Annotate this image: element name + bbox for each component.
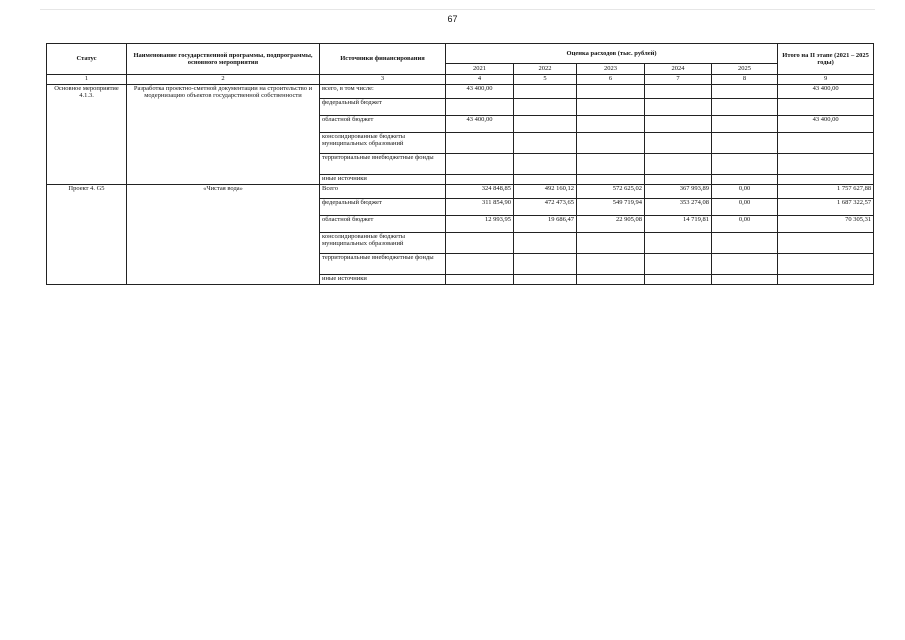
table-row — [47, 185, 874, 199]
value-cell: 353 274,08 — [645, 199, 712, 216]
value-cell: 367 993,89 — [645, 185, 712, 199]
value-cell — [645, 254, 712, 275]
value-cell — [712, 175, 778, 185]
value-cell — [577, 254, 645, 275]
value-cell — [514, 154, 577, 175]
page-number: 67 — [447, 14, 458, 24]
header-status: Статус — [47, 44, 127, 75]
column-number: 4 — [446, 75, 514, 85]
value-cell: 472 473,65 — [514, 199, 577, 216]
value-cell — [577, 154, 645, 175]
value-cell — [645, 99, 712, 116]
header-total: Итого на II этапе (2021 – 2025 годы) — [778, 44, 874, 75]
value-cell — [446, 175, 514, 185]
total-cell — [778, 254, 874, 275]
total-cell — [778, 154, 874, 175]
value-cell: 324 848,85 — [446, 185, 514, 199]
value-cell — [446, 275, 514, 285]
value-cell: 43 400,00 — [446, 85, 514, 99]
column-number: 6 — [577, 75, 645, 85]
value-cell — [645, 175, 712, 185]
value-cell — [514, 133, 577, 154]
value-cell: 549 719,94 — [577, 199, 645, 216]
value-cell — [577, 275, 645, 285]
total-cell: 1 687 322,57 — [778, 199, 874, 216]
value-cell: 22 905,08 — [577, 216, 645, 233]
value-cell — [514, 116, 577, 133]
total-cell — [778, 275, 874, 285]
column-number-row — [47, 75, 874, 85]
column-number: 1 — [47, 75, 127, 85]
header-sources: Источники финансирования — [320, 44, 446, 75]
source-cell: территориальные внебюджетные фонды — [320, 154, 446, 175]
value-cell — [645, 85, 712, 99]
value-cell — [446, 99, 514, 116]
status-cell: Основное мероприятие 4.1.3. — [47, 85, 127, 185]
column-number: 3 — [320, 75, 446, 85]
value-cell — [645, 133, 712, 154]
value-cell — [712, 154, 778, 175]
value-cell — [446, 254, 514, 275]
column-number: 7 — [645, 75, 712, 85]
value-cell — [712, 275, 778, 285]
source-cell: областной бюджет — [320, 216, 446, 233]
source-cell: федеральный бюджет — [320, 199, 446, 216]
value-cell — [712, 85, 778, 99]
value-cell — [712, 254, 778, 275]
value-cell — [446, 133, 514, 154]
header-name: Наименование государственной программы, подпрограммы, основного мероприятия — [127, 44, 320, 75]
table-row — [47, 85, 874, 99]
total-cell: 43 400,00 — [778, 116, 874, 133]
value-cell — [645, 116, 712, 133]
value-cell — [577, 175, 645, 185]
header-year: 2023 — [577, 64, 645, 75]
header-year: 2021 — [446, 64, 514, 75]
value-cell — [577, 133, 645, 154]
value-cell — [712, 133, 778, 154]
value-cell — [577, 233, 645, 254]
source-cell: всего, в том числе: — [320, 85, 446, 99]
value-cell — [446, 233, 514, 254]
value-cell — [712, 99, 778, 116]
total-cell — [778, 133, 874, 154]
value-cell — [645, 233, 712, 254]
column-number: 5 — [514, 75, 577, 85]
name-cell: «Чистая вода» — [127, 185, 320, 285]
value-cell — [645, 154, 712, 175]
source-cell: иные источники — [320, 175, 446, 185]
value-cell: 492 160,12 — [514, 185, 577, 199]
value-cell — [712, 116, 778, 133]
header-row — [47, 44, 874, 64]
total-cell — [778, 99, 874, 116]
value-cell: 0,00 — [712, 199, 778, 216]
value-cell — [514, 254, 577, 275]
header-estimate: Оценка расходов (тыс. рублей) — [446, 44, 778, 64]
total-cell: 43 400,00 — [778, 85, 874, 99]
source-cell: консолидированные бюджеты муниципальных образований — [320, 133, 446, 154]
source-cell: Всего — [320, 185, 446, 199]
value-cell — [577, 85, 645, 99]
value-cell: 572 625,02 — [577, 185, 645, 199]
value-cell: 43 400,00 — [446, 116, 514, 133]
top-rule — [40, 9, 875, 10]
source-cell: иные источники — [320, 275, 446, 285]
total-cell: 1 757 627,88 — [778, 185, 874, 199]
total-cell — [778, 233, 874, 254]
value-cell — [514, 85, 577, 99]
source-cell: территориальные внебюджетные фонды — [320, 254, 446, 275]
value-cell — [514, 175, 577, 185]
value-cell: 12 993,95 — [446, 216, 514, 233]
value-cell — [577, 99, 645, 116]
value-cell — [645, 275, 712, 285]
status-cell: Проект 4. G5 — [47, 185, 127, 285]
value-cell — [514, 233, 577, 254]
column-number: 2 — [127, 75, 320, 85]
source-cell: консолидированные бюджеты муниципальных образований — [320, 233, 446, 254]
value-cell: 14 719,81 — [645, 216, 712, 233]
value-cell: 311 854,90 — [446, 199, 514, 216]
source-cell: областной бюджет — [320, 116, 446, 133]
value-cell: 0,00 — [712, 216, 778, 233]
value-cell — [514, 275, 577, 285]
value-cell — [514, 99, 577, 116]
value-cell — [446, 154, 514, 175]
header-year: 2025 — [712, 64, 778, 75]
header-year: 2024 — [645, 64, 712, 75]
total-cell: 70 305,31 — [778, 216, 874, 233]
value-cell: 0,00 — [712, 185, 778, 199]
name-cell: Разработка проектно-сметной документации на строительство и модернизацию объектов государственной собственности — [127, 85, 320, 185]
value-cell: 19 686,47 — [514, 216, 577, 233]
column-number: 9 — [778, 75, 874, 85]
source-cell: федеральный бюджет — [320, 99, 446, 116]
value-cell — [577, 116, 645, 133]
header-year: 2022 — [514, 64, 577, 75]
budget-table — [46, 43, 874, 285]
value-cell — [712, 233, 778, 254]
column-number: 8 — [712, 75, 778, 85]
total-cell — [778, 175, 874, 185]
